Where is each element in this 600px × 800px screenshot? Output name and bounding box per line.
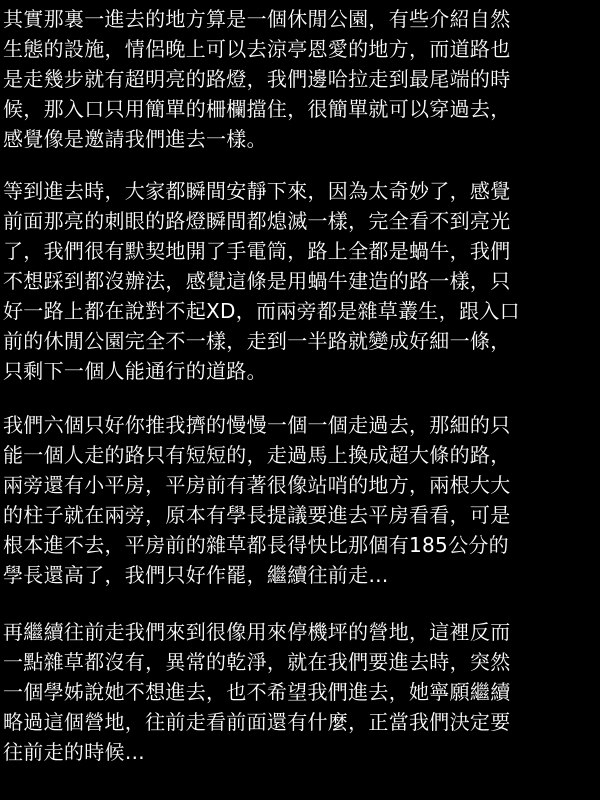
- text-line: 是走幾步就有超明亮的路燈，我們邊哈拉走到最尾端的時: [3, 67, 511, 91]
- text-line: 生態的設施，情侶晚上可以去涼亭恩愛的地方，而道路也: [3, 37, 511, 61]
- text-line: 往前走的時候…: [3, 740, 146, 764]
- text-line: 其實那裏一進去的地方算是一個休閒公園，有些介紹自然: [3, 7, 511, 31]
- text-line: 略過這個營地，往前走看前面還有什麼，正當我們決定要: [3, 710, 511, 734]
- text-line: 候，那入口只用簡單的柵欄擋住，很簡單就可以穿過去，: [3, 97, 511, 121]
- text-line: 好一路上都在說對不起XD，而兩旁都是雜草叢生，跟入口: [3, 299, 520, 323]
- text-line: 再繼續往前走我們來到很像用來停機坪的營地，這裡反而: [3, 620, 511, 644]
- text-line: 不想踩到都沒辦法，感覺這條是用蝸牛建造的路一樣，只: [3, 269, 511, 293]
- text-line: 前的休閒公園完全不一樣，走到一半路就變成好細一條，: [3, 329, 511, 353]
- paragraph-3: [3, 410, 511, 590]
- text-line: 等到進去時，大家都瞬間安靜下來，因為太奇妙了，感覺: [3, 179, 511, 203]
- text-line: 一點雜草都沒有，異常的乾淨，就在我們要進去時，突然: [3, 650, 511, 674]
- text-line: 能一個人走的路只有短短的，走過馬上換成超大條的路，: [3, 443, 511, 467]
- text-line: 前面那亮的刺眼的路燈瞬間都熄滅一樣，完全看不到亮光: [3, 209, 511, 233]
- text-line: 感覺像是邀請我們進去一樣。: [3, 127, 267, 151]
- text-line: 的柱子就在兩旁，原本有學長提議要進去平房看看，可是: [3, 503, 511, 527]
- paragraph-1: [3, 4, 511, 154]
- paragraph-4: [3, 617, 511, 767]
- text-line: 一個學姊說她不想進去，也不希望我們進去，她寧願繼續: [3, 680, 511, 704]
- paragraph-2: [3, 176, 520, 386]
- text-line: 只剩下一個人能通行的道路。: [3, 359, 267, 383]
- text-line: 兩旁還有小平房，平房前有著很像站哨的地方，兩根大大: [3, 473, 511, 497]
- text-line: 了，我們很有默契地開了手電筒，路上全都是蝸牛，我們: [3, 239, 511, 263]
- text-line: 學長還高了，我們只好作罷，繼續往前走…: [3, 563, 389, 587]
- text-line: 根本進不去，平房前的雜草都長得快比那個有185公分的: [3, 533, 509, 557]
- text-line: 我們六個只好你推我擠的慢慢一個一個走過去，那細的只: [3, 413, 511, 437]
